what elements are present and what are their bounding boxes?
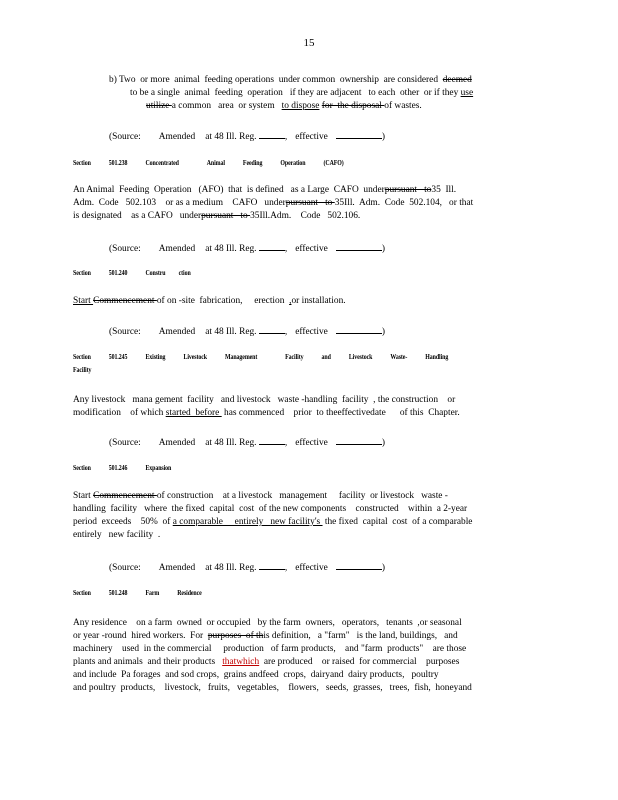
blank-field — [259, 324, 285, 334]
struck-text: pursuant to — [285, 198, 335, 208]
blank-field — [336, 241, 382, 251]
expansion-paragraph: Start Commencement of construction at a livestock management facility or livestock waste - handling facility where the fixed capital cost of the new components constructed within a 2-year period exceeds 50% of a comparable entirely new facility's the fixed capital cost of a comparable entirely new facility . — [73, 491, 473, 540]
blank-field — [259, 129, 285, 139]
struck-text: utilize — [146, 101, 172, 111]
blank-field — [336, 129, 382, 139]
blank-field — [336, 560, 382, 570]
struck-text: Commencement — [93, 296, 157, 306]
struck-text: Commencement — [93, 491, 157, 501]
cafo-paragraph: An Animal Feeding Operation (AFO) that is defined as a Large CAFO underpursuant to35 Ill. Adm. Code 502.103 or as a medium CAFO underpursuant to 35Ill. Adm. Code 502.104, or that is designated as a CAFO underpursuant to 35Ill.Adm. Code 502.106. — [73, 185, 474, 221]
blank-field — [259, 241, 285, 251]
underlined-text: a comparable entirely new facility's — [172, 517, 323, 527]
source-line: (Source: Amended at 48 Ill. Reg. , effective ) — [109, 435, 385, 448]
underlined-text: Start — [73, 296, 94, 306]
construction-paragraph: Start Commencement of on -site fabrication, erection ,or installation. — [73, 296, 346, 306]
underlined-text: , — [289, 296, 292, 306]
struck-text: deemed — [442, 75, 472, 85]
blank-field — [336, 324, 382, 334]
section-heading-continued: Facility — [73, 366, 92, 374]
struck-text: purposes of th — [207, 631, 264, 641]
source-line: (Source: Amended at 48 Ill. Reg. , effective ) — [109, 324, 385, 337]
struck-text: for the disposal — [321, 101, 385, 111]
blank-field — [259, 560, 285, 570]
struck-text: pursuant to — [201, 211, 251, 221]
struck-text: pursuant to — [384, 185, 432, 195]
section-heading: Section 501.245 Existing Livestock Management Facility and Livestock Waste- Handling — [73, 353, 449, 361]
section-heading: Section 501.240 Constru ction — [73, 269, 191, 277]
item-b-line-2: to be a single animal feeding operation if they are adjacent to each other or if they use — [130, 88, 474, 98]
item-b-paragraph — [109, 74, 529, 113]
underlined-text: to dispose — [281, 101, 320, 111]
section-heading: Section 501.246 Expansion — [73, 464, 172, 472]
section-heading: Section 501.238 Concentrated Animal Feeding Operation (CAFO) — [73, 159, 344, 167]
source-line: (Source: Amended at 48 Ill. Reg. , effective ) — [109, 129, 385, 142]
source-line: (Source: Amended at 48 Ill. Reg. , effective ) — [109, 241, 385, 254]
blank-field — [336, 435, 382, 445]
source-line: (Source: Amended at 48 Ill. Reg. , effective ) — [109, 560, 385, 573]
blank-field — [259, 435, 285, 445]
existing-facility-paragraph: Any livestock mana gement facility and livestock waste -handling facility , the construction or modification of which started before has commenced prior to theeffectivedate of this Chapter. — [73, 395, 460, 418]
item-b-line-3: utilize a common area or system to dispose for the disposal of wastes. — [146, 101, 422, 111]
underlined-text: started before — [165, 408, 222, 418]
farm-residence-paragraph: Any residence on a farm owned or occupied by the farm owners, operators, tenants ,or seasonal or year -round hired workers. For purposes of this definition, a "farm" is the land, buildings, and machinery used in the commercial production of farm products, and "farm products" are those plants and animals and their products thatwhich are produced or raised for commercial purposes and include Pa forages and sod crops, grains andfeed crops, dairyand dairy products, poultry and poultry products, livestock, fruits, vegetables, flowers, seeds, grasses, trees, fish, honeyand — [73, 618, 472, 693]
underlined-text: use — [460, 88, 474, 98]
item-b-line-1: b) Two or more animal feeding operations under common ownership are considered deemed — [109, 75, 472, 85]
inserted-text: thatwhich — [222, 657, 260, 667]
section-heading: Section 501.248 Farm Residence — [73, 589, 202, 597]
page-number: 15 — [303, 37, 315, 49]
